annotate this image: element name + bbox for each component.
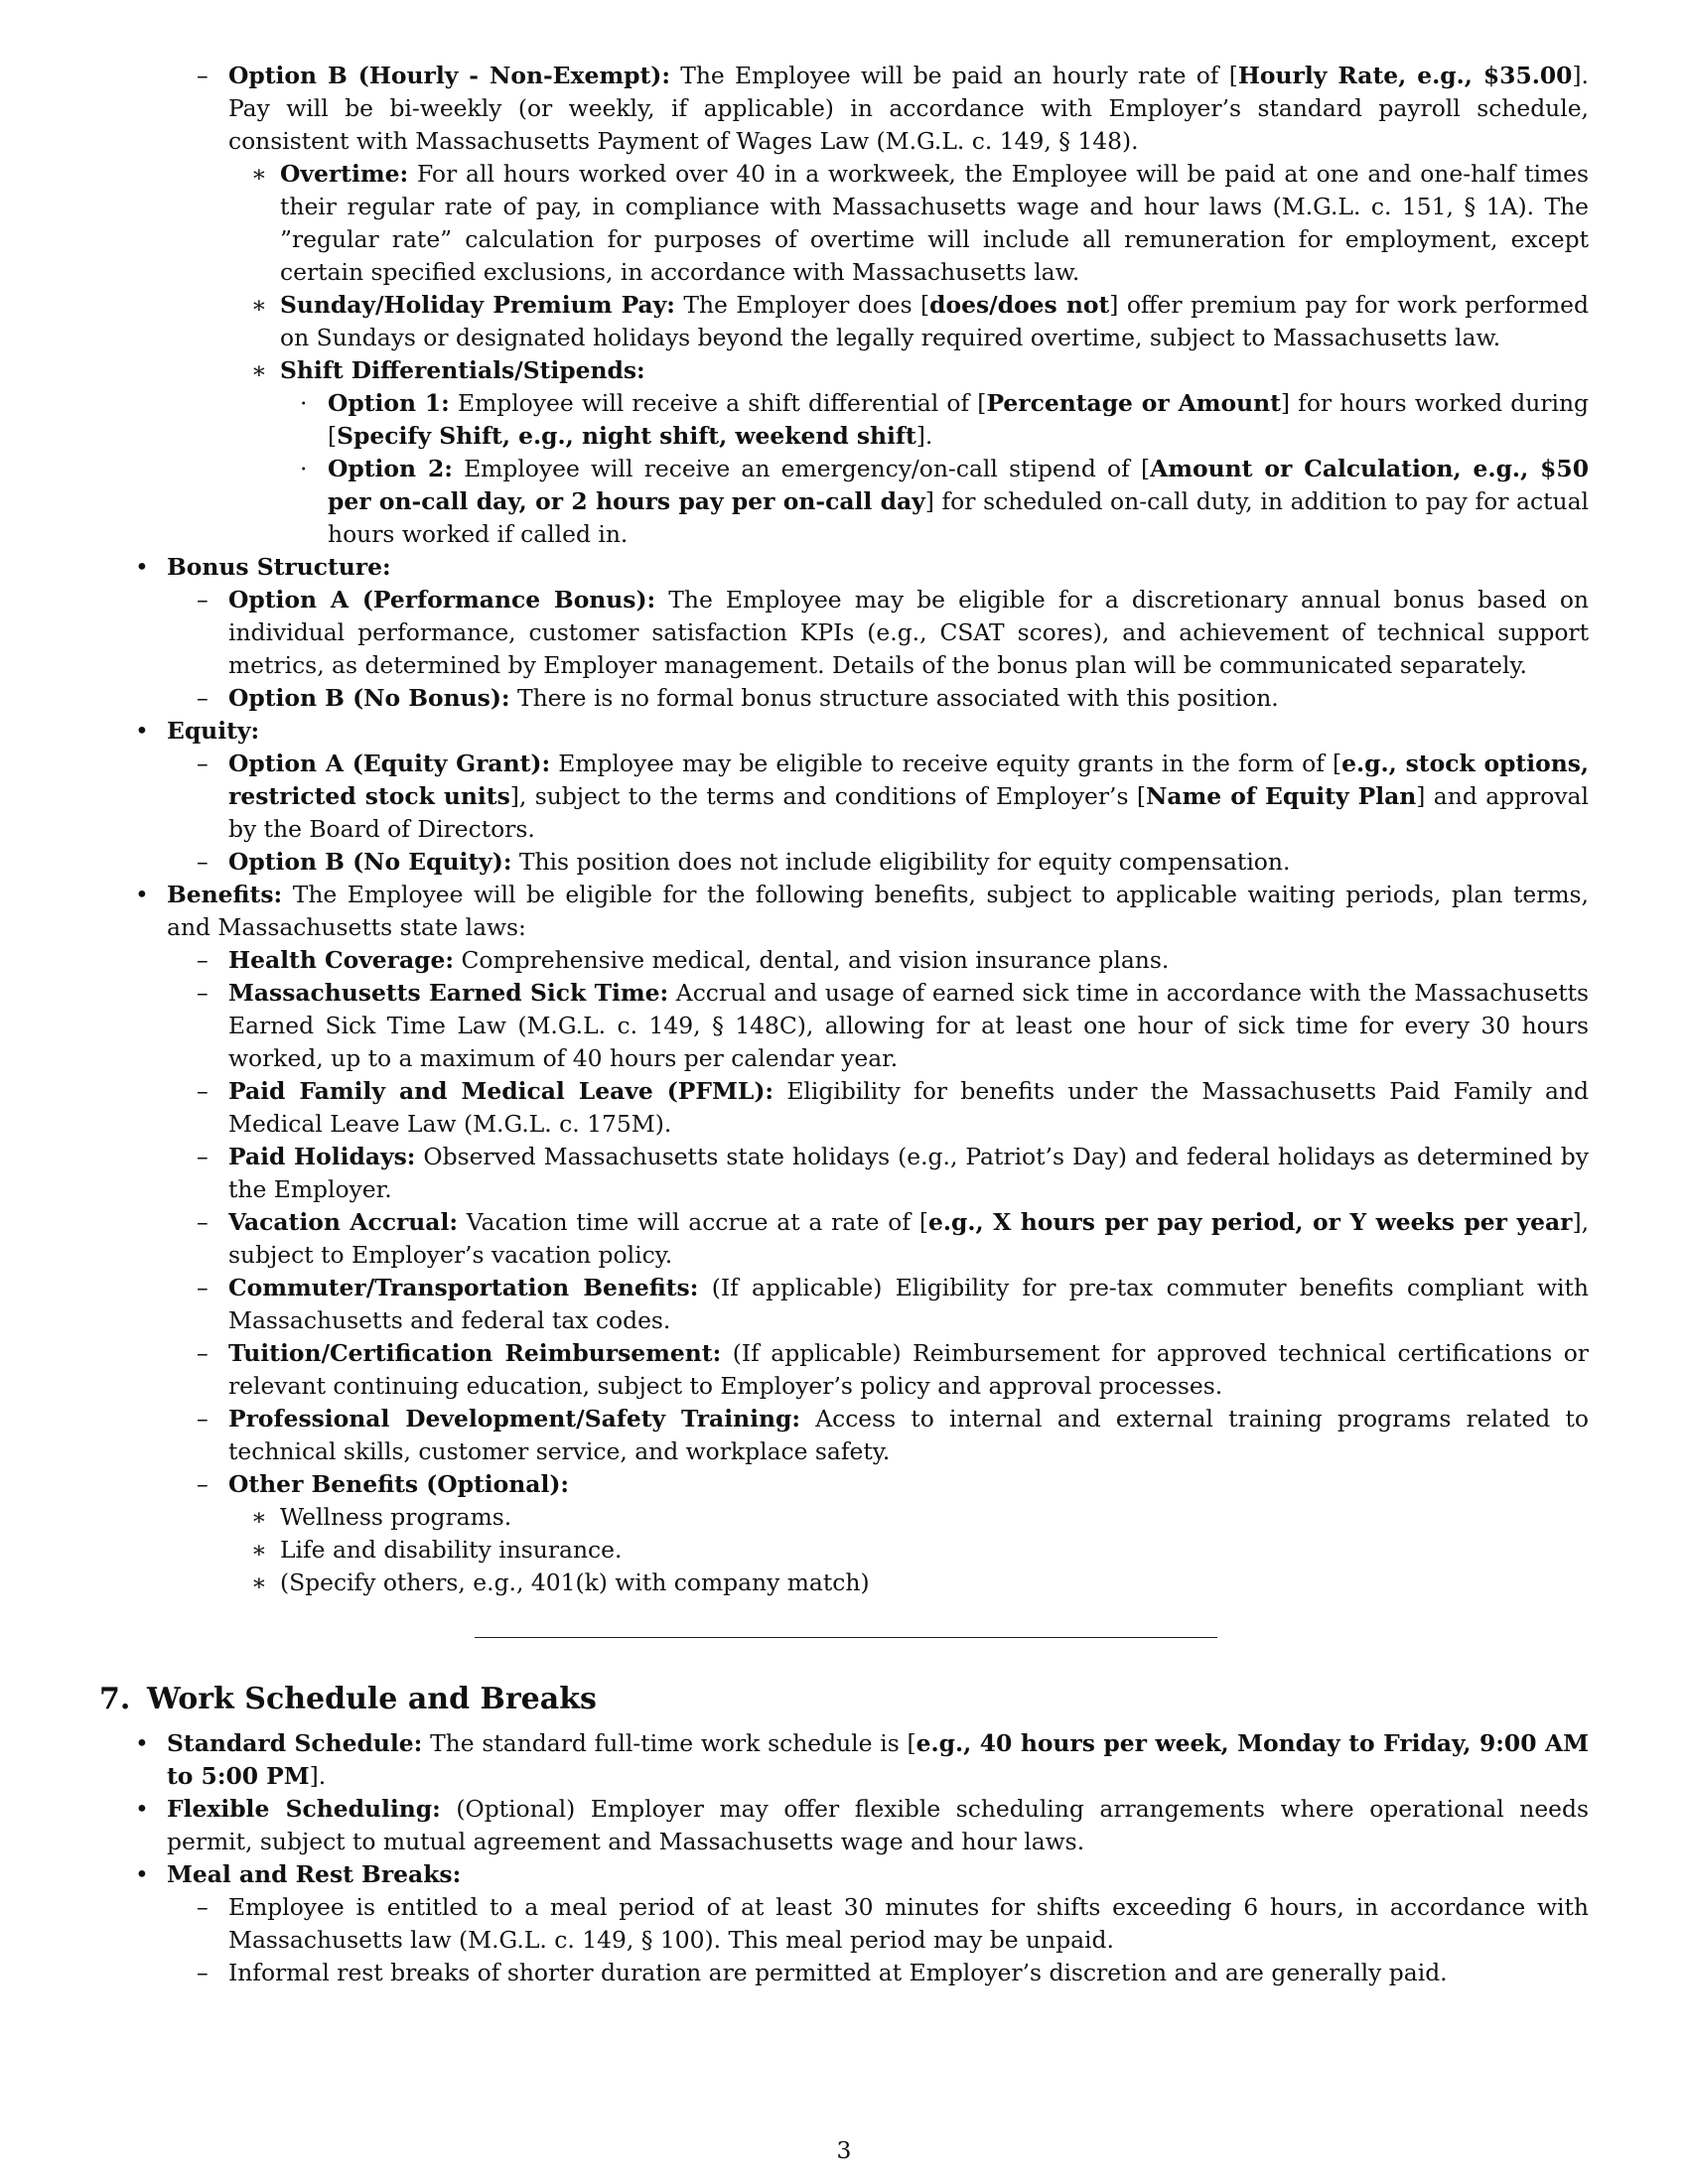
other-benefit-text: Life and disability insurance. [280,1536,623,1564]
placeholder: Name of Equity Plan [1146,782,1417,810]
dash-marker: – [197,946,209,974]
equity-label: Equity: [167,717,260,745]
benefit-text: Vacation time will accrue at a rate of [ [457,1208,928,1236]
dash-marker: – [197,1893,209,1921]
placeholder: Hourly Rate, e.g., $35.00 [1237,62,1573,89]
shift-diff-label: Shift Differentials/Stipends: [280,356,645,384]
option-text: ]. [915,422,933,450]
option-text: The Employee will be paid an hourly rate of [ [669,62,1238,89]
placeholder: does/does not [929,291,1110,319]
equity [99,715,1589,748]
benefit-label: Vacation Accrual: [228,1208,458,1236]
dash-marker: – [197,848,209,876]
shift-diff-item [99,354,1589,387]
option-text: ] for scheduled on-call duty, in addition to pay for actual hours worked if called in. [328,487,1589,548]
star-marker: ∗ [251,291,267,319]
bonus-option-b [99,682,1589,715]
dash-marker: – [197,1959,209,1986]
benefit-text: (If applicable) Reimbursement for approved technical certifications or relevant continuing education, subject to Employer’s policy and approval processes. [228,1339,1589,1400]
bonus-structure [99,551,1589,584]
benefit-text: (If applicable) Eligibility for pre-tax commuter benefits compliant with Massachusetts and federal tax codes. [228,1274,1589,1334]
star-marker: ∗ [251,1536,267,1564]
benefit-pfml [99,1075,1589,1141]
schedule-label: Standard Schedule: [167,1729,423,1757]
bonus-option-a [99,584,1589,682]
flexible-label: Flexible Scheduling: [167,1795,441,1823]
dash-marker: – [197,586,209,614]
equity-option-a [99,748,1589,846]
star-marker: ∗ [251,1503,267,1531]
option-text: There is no formal bonus structure associated with this position. [509,684,1279,712]
benefit-other [99,1468,1589,1501]
schedule-text: ]. [309,1762,327,1790]
dash-marker: – [197,750,209,777]
option-label: Option B (No Bonus): [228,684,510,712]
benefit-text: ], subject to Employer’s vacation policy. [228,1208,1589,1269]
bullet-marker: • [135,553,149,581]
benefit-sick-time [99,977,1589,1075]
list-item [99,1501,1589,1534]
benefits [99,879,1589,944]
option-text: ] and approval by the Board of Directors. [228,782,1589,843]
list-item [99,1534,1589,1567]
breaks-label: Meal and Rest Breaks: [167,1860,462,1888]
shift-option-2 [99,453,1589,551]
sunday-holiday-item [99,289,1589,354]
benefit-holidays [99,1141,1589,1206]
option-label: Option B (Hourly - Non-Exempt): [228,62,670,89]
placeholder: Amount or Calculation, e.g., $50 per on-call day, or 2 hours pay per on-call day [328,455,1589,515]
dash-marker: – [197,1339,209,1367]
schedule-text: The standard full-time work schedule is [ [422,1729,916,1757]
benefit-label: Massachusetts Earned Sick Time: [228,979,669,1007]
overtime-text: For all hours worked over 40 in a workweek, the Employee will be paid at one and one-half times their regular rate of pay, in compliance with Massachusetts wage and hour laws (M.G.L. c. 151, § 1A). The ”regular rate” calculation for purposes of overtime will include all remuneration for employment, except certain specified exclusions, in accordance with Massachusetts law. [280,160,1589,286]
option-b-hourly [99,60,1589,158]
break-text: Employee is entitled to a meal period of at least 30 minutes for shifts exceeding 6 hours, in accordance with Massachusetts law (M.G.L. c. 149, § 100). This meal period may be unpaid. [228,1893,1589,1954]
section-number: 7. [99,1682,131,1716]
break-text: Informal rest breaks of shorter duration are permitted at Employer’s discretion and are generally paid. [228,1959,1448,1986]
other-benefit-text: (Specify others, e.g., 401(k) with company match) [280,1569,870,1596]
option-text: Employee will receive an emergency/on-call stipend of [ [452,455,1151,482]
dot-marker: · [300,455,308,482]
benefit-training [99,1403,1589,1468]
dash-marker: – [197,1274,209,1301]
placeholder: Percentage or Amount [986,389,1281,417]
option-text: ]. Pay will be bi-weekly (or weekly, if applicable) in accordance with Employer’s standard payroll schedule, consistent with Massachusetts Payment of Wages Law (M.G.L. c. 149, § 148). [228,62,1589,155]
bullet-marker: • [135,881,149,908]
benefit-health [99,944,1589,977]
option-text: Employee may be eligible to receive equity grants in the form of [ [550,750,1342,777]
benefit-label: Tuition/Certification Reimbursement: [228,1339,722,1367]
bullet-marker: • [135,1860,149,1888]
star-marker: ∗ [251,160,267,188]
dash-marker: – [197,62,209,89]
benefit-label: Paid Holidays: [228,1143,416,1170]
bullet-marker: • [135,1795,149,1823]
dash-marker: – [197,1470,209,1498]
benefit-vacation [99,1206,1589,1272]
dash-marker: – [197,1208,209,1236]
benefit-label: Commuter/Transportation Benefits: [228,1274,699,1301]
overtime-label: Overtime: [280,160,409,188]
benefit-label: Professional Development/Safety Training: [228,1405,800,1433]
benefit-text: Observed Massachusetts state holidays (e.g., Patriot’s Day) and federal holidays as determined by the Employer. [228,1143,1589,1203]
star-marker: ∗ [251,356,267,384]
other-benefit-text: Wellness programs. [280,1503,512,1531]
placeholder: e.g., X hours per pay period, or Y weeks per year [927,1208,1573,1236]
benefit-tuition [99,1337,1589,1403]
flexible-scheduling [99,1793,1589,1858]
benefit-text: Accrual and usage of earned sick time in accordance with the Massachusetts Earned Sick Time Law (M.G.L. c. 149, § 148C), allowing for at least one hour of sick time for every 30 hours worked, up to a maximum of 40 hours per calendar year. [228,979,1589,1072]
benefits-label: Benefits: [167,881,283,908]
benefit-commuter [99,1272,1589,1337]
page-content [99,60,1589,1989]
equity-option-b [99,846,1589,879]
benefit-text: Access to internal and external training programs related to technical skills, customer service, and workplace safety. [228,1405,1589,1465]
sunday-holiday-text: The Employer does [ [674,291,930,319]
list-item [99,1567,1589,1599]
meal-rest-breaks [99,1858,1589,1891]
placeholder: Specify Shift, e.g., night shift, weekend shift [337,422,916,450]
option-label: Option 2: [328,455,453,482]
sunday-holiday-label: Sunday/Holiday Premium Pay: [280,291,675,319]
benefits-intro: The Employee will be eligible for the following benefits, subject to applicable waiting periods, plan terms, and Massachusetts state laws: [167,881,1589,941]
option-text: ] for hours worked during [ [328,389,1589,450]
option-label: Option 1: [328,389,450,417]
list-item [99,1957,1589,1989]
benefit-text: Eligibility for benefits under the Massachusetts Paid Family and Medical Leave Law (M.G.L. c. 175M). [228,1077,1589,1138]
option-text: The Employee may be eligible for a discretionary annual bonus based on individual performance, customer satisfaction KPIs (e.g., CSAT scores), and achievement of technical support metrics, as determined by Employer management. Details of the bonus plan will be communicated separately. [228,586,1589,679]
option-text: ], subject to the terms and conditions of Employer’s [ [509,782,1147,810]
option-label: Option B (No Equity): [228,848,512,876]
sunday-holiday-text: ] offer premium pay for work performed on Sundays or designated holidays beyond the legally required overtime, subject to Massachusetts law. [280,291,1589,351]
standard-schedule [99,1727,1589,1793]
dot-marker: · [300,389,308,417]
placeholder: e.g., 40 hours per week, Monday to Friday, 9:00 AM to 5:00 PM [167,1729,1589,1790]
option-label: Option A (Equity Grant): [228,750,551,777]
option-label: Option A (Performance Bonus): [228,586,656,614]
overtime-item [99,158,1589,289]
dash-marker: – [197,1405,209,1433]
dash-marker: – [197,1143,209,1170]
bullet-marker: • [135,717,149,745]
option-text: Employee will receive a shift differential of [ [449,389,987,417]
section-heading [99,1680,1589,1719]
bonus-label: Bonus Structure: [167,553,391,581]
dash-marker: – [197,979,209,1007]
list-item [99,1891,1589,1957]
dash-marker: – [197,1077,209,1105]
benefit-label: Other Benefits (Optional): [228,1470,570,1498]
page-number: 3 [836,2136,852,2164]
dash-marker: – [197,684,209,712]
bullet-marker: • [135,1729,149,1757]
option-text: This position does not include eligibility for equity compensation. [511,848,1291,876]
benefit-text: Comprehensive medical, dental, and vision insurance plans. [454,946,1170,974]
benefit-label: Paid Family and Medical Leave (PFML): [228,1077,774,1105]
placeholder: e.g., stock options, restricted stock units [228,750,1590,810]
section-title: Work Schedule and Breaks [147,1682,597,1716]
flexible-text: (Optional) Employer may offer flexible scheduling arrangements where operational needs permit, subject to mutual agreement and Massachusetts wage and hour laws. [167,1795,1590,1855]
shift-option-1 [99,387,1589,453]
star-marker: ∗ [251,1569,267,1596]
section-divider [475,1637,1217,1638]
benefit-label: Health Coverage: [228,946,455,974]
